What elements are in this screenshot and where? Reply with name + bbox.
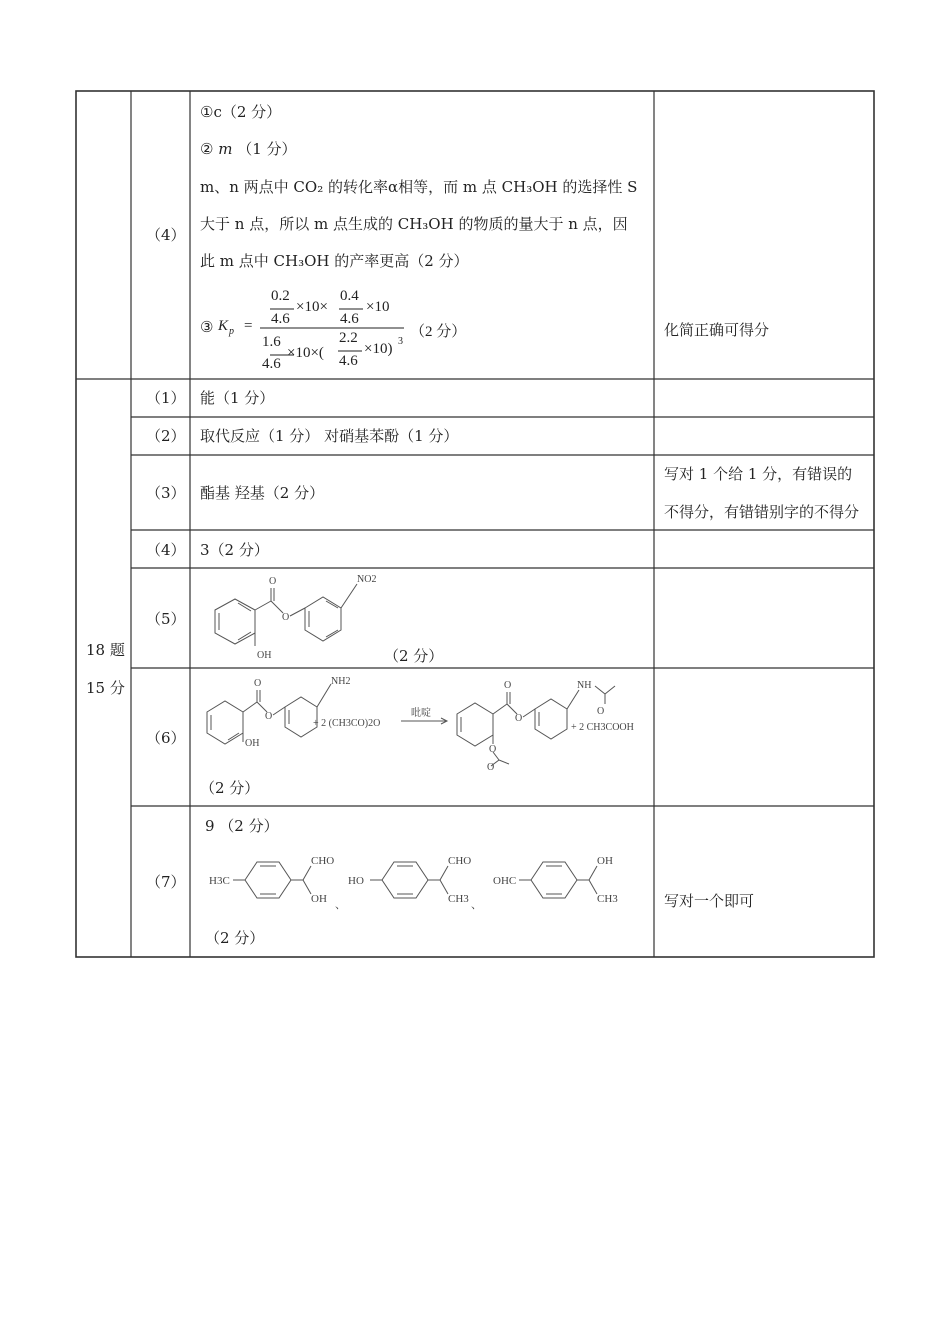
answer-18-6-score: （2 分） (200, 779, 260, 797)
row-label-2: （2） (146, 427, 186, 445)
ohc-label: OHC (493, 875, 517, 887)
acetoxy-o: O (489, 744, 497, 755)
den-d: 4.6 (339, 353, 358, 369)
structures-7 (195, 848, 625, 912)
explanation-line-1: m、n 两点中 CO₂ 的转化率α相等，而 m 点 CH₃OH 的选择性 S (200, 178, 638, 196)
h3c-label: H3C (209, 875, 230, 887)
times-4: ×10) (364, 341, 393, 357)
explanation-line-3: 此 m 点中 CH₃OH 的产率更高（2 分） (200, 252, 469, 270)
times-2: ×10 (366, 299, 390, 315)
acetoxy-co: O (487, 762, 495, 772)
answer-line-1: ①c（2 分） (200, 103, 282, 121)
oh-label-6: OH (245, 738, 260, 749)
row-label-1: （1） (146, 389, 186, 407)
num-d: 4.6 (340, 311, 359, 327)
circle-2-mark: ② (200, 140, 214, 158)
num-c: 0.4 (340, 288, 359, 304)
num-a: 0.2 (271, 288, 290, 304)
cho-label-1: CHO (311, 855, 335, 867)
equals-sign: = (244, 318, 253, 334)
note-18-3-line2: 不得分，有错错别字的不得分 (664, 503, 860, 521)
answer-line-2 (200, 139, 297, 159)
oh-label-7a: OH (311, 893, 327, 905)
question-18-title: 18 题 (86, 641, 125, 659)
ester-o-6a: O (265, 711, 273, 722)
den-c: 2.2 (339, 330, 358, 346)
nh2-label: NH2 (331, 676, 351, 687)
oh-label-5: OH (257, 650, 272, 661)
answer-18-4: 3（2 分） (200, 541, 269, 559)
ho-label-7b: HO (348, 875, 364, 887)
point-m: m (218, 140, 233, 158)
ch3-label-7b: CH3 (448, 893, 469, 905)
ester-o-6b: O (515, 713, 523, 724)
row-label-5: （5） (146, 610, 186, 628)
nh-label: NH (577, 680, 592, 691)
answer-18-7-score: （2 分） (205, 929, 265, 947)
exponent-3: 3 (398, 336, 403, 347)
carbonyl-o-5: O (269, 576, 277, 587)
row-label-4: （4） (146, 541, 186, 559)
note-18-7: 写对一个即可 (664, 892, 755, 910)
explanation-line-2: 大于 n 点，所以 m 点生成的 CH₃OH 的物质的量大于 n 点，因 (200, 215, 628, 233)
structure-5 (195, 570, 395, 665)
carbonyl-o-6a: O (254, 678, 262, 689)
den-a: 1.6 (262, 334, 281, 350)
separator-2: 、 (471, 899, 482, 911)
kp-score: （2 分） (410, 324, 467, 340)
separator-1: 、 (335, 899, 346, 911)
row-label-7: （7） (146, 873, 186, 891)
times-1: ×10× (296, 299, 328, 315)
ester-o-5: O (282, 612, 290, 623)
kp-symbol: K (218, 318, 229, 334)
score: （1 分） (237, 140, 297, 158)
den-b: 4.6 (262, 356, 281, 372)
row-label-6: （6） (146, 729, 186, 747)
reaction-6 (195, 672, 655, 772)
num-b: 4.6 (271, 311, 290, 327)
sub-label-4: （4） (146, 226, 186, 244)
row-label-3: （3） (146, 484, 186, 502)
answer-18-7-count: 9 （2 分） (205, 817, 279, 835)
circle-3-mark: ③ (200, 320, 214, 336)
product-byproduct: + 2 CH3COOH (571, 722, 634, 733)
carbonyl-o-6b: O (504, 680, 512, 691)
answer-18-3: 酯基 羟基（2 分） (200, 484, 325, 502)
amide-o: O (597, 706, 605, 717)
answer-18-2: 取代反应（1 分） 对硝基苯酚（1 分） (200, 427, 459, 445)
ch3-label-7c: CH3 (597, 893, 618, 905)
oh-label-7c: OH (597, 855, 613, 867)
reagent-label: + 2 (CH3CO)2O (313, 718, 381, 729)
question-18-points: 15 分 (86, 679, 125, 697)
cho-label-2: CHO (448, 855, 472, 867)
catalyst-label: 吡啶 (411, 708, 431, 719)
note-18-3-line1: 写对 1 个给 1 分，有错误的 (664, 465, 853, 483)
note-17-4: 化简正确可得分 (664, 321, 770, 339)
answer-18-1: 能（1 分） (200, 389, 275, 407)
times-3: ×10×( (287, 345, 324, 361)
answer-18-5-score: （2 分） (384, 647, 444, 665)
kp-subscript: p (229, 326, 234, 337)
no2-label: NO2 (357, 574, 377, 585)
